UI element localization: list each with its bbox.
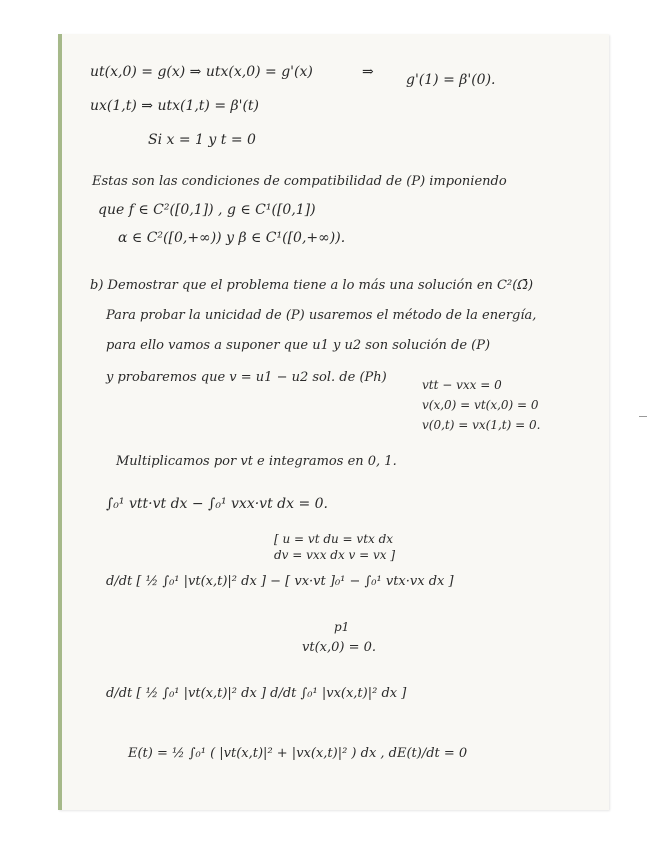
line-7: que f ∈ C²([0,1]) , g ∈ C¹([0,1]) [98,202,316,218]
line-8: α ∈ C²([0,+∞)) y β ∈ C¹([0,+∞)). [118,230,346,246]
line-17: ∫₀¹ vtt·vt dx − ∫₀¹ vxx·vt dx = 0. [106,496,329,512]
line-12: y probaremos que v = u1 − u2 sol. de (Ph) [106,370,387,385]
line-24: E(t) = ½ ∫₀¹ ( |vt(x,t)|² + |vx(x,t)|² ) dx , dE(t)/dt = 0 [128,746,468,761]
line-3: g'(1) = β'(0). [406,72,496,88]
line-13: vtt − vxx = 0 [422,378,502,392]
line-6: Estas son las condiciones de compatibilidad de (P) imponiendo [92,174,507,189]
line-11: para ello vamos a suponer que u1 y u2 son solución de (P) [106,338,491,353]
line-9: b) Demostrar que el problema tiene a lo más una solución en C²(Ω̄) [90,278,534,293]
line-5: Si x = 1 y t = 0 [148,132,256,148]
line-14: v(x,0) = vt(x,0) = 0 [422,398,539,412]
edge-tick [639,416,647,417]
line-20: d/dt [ ½ ∫₀¹ |vt(x,t)|² dx ] − [ vx·vt ]₀¹ − ∫₀¹ vtx·vx dx ] [106,574,454,589]
line-1: ut(x,0) = g(x) ⇒ utx(x,0) = g'(x) [90,64,313,80]
line-22: vt(x,0) = 0. [302,640,377,655]
line-21: p1 [334,620,350,634]
line-15: v(0,t) = vx(1,t) = 0. [422,418,541,432]
line-16: Multiplicamos por vt e integramos en 0, 1. [116,454,397,469]
line-18: [ u = vt du = vtx dx [274,532,394,546]
line-23: d/dt [ ½ ∫₀¹ |vt(x,t)|² dx ] d/dt ∫₀¹ |vx(x,t)|² dx ] [106,686,407,701]
line-4: ux(1,t) ⇒ utx(1,t) = β'(t) [90,98,260,114]
line-2: ⇒ [362,64,374,80]
notebook-page [58,34,609,810]
line-10: Para probar la unicidad de (P) usaremos el método de la energía, [106,308,537,323]
line-19: dv = vxx dx v = vx ] [274,548,396,562]
